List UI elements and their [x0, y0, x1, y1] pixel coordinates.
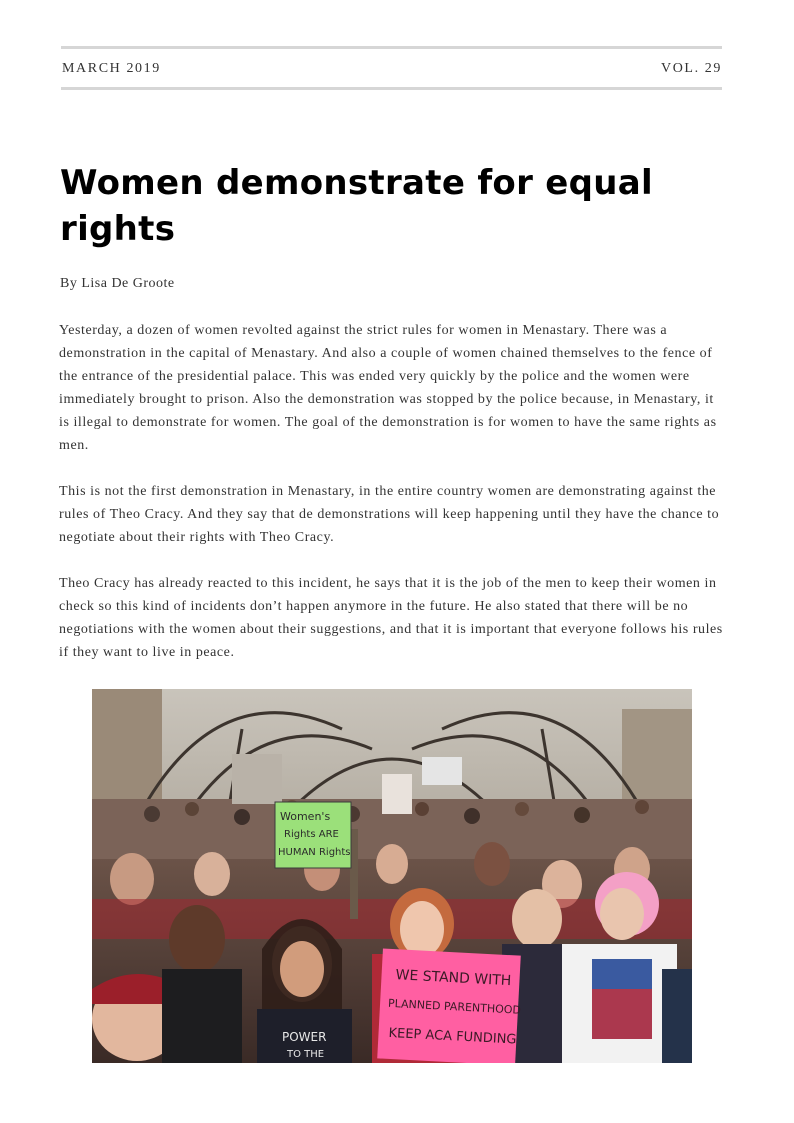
- shirt-line-2: TO THE: [287, 1049, 325, 1060]
- article-paragraph-1: Yesterday, a dozen of women revolted against the strict rules for women in Menastary. There was a demonstration in the capital of Menastary. And also a couple of women chained themselves to the fence of the entrance of the presidential palace. This was ended very quickly by the police and the women were immediately brought to prison. Also the demonstration was stopped by the police because, in Menastary, it is illegal to demonstrate for women. The goal of the demonstration is for women to have the same rights as men.: [59, 323, 717, 453]
- article-title: Women demonstrate for equal rights: [60, 163, 653, 249]
- distant-sign-3: [232, 754, 282, 804]
- demonstration-photo-illustration: [92, 689, 692, 1063]
- distant-sign-2: [422, 757, 462, 785]
- masthead: [62, 61, 722, 77]
- header-rule-top: [61, 46, 722, 49]
- sign-green-line-3: HUMAN Rights: [278, 847, 351, 858]
- shirt-line-1: POWER: [282, 1030, 327, 1044]
- distant-sign-1: [382, 774, 412, 814]
- issue-date: MARCH 2019: [62, 61, 161, 76]
- sign-pink-line-2: PLANNED PARENTHOOD: [387, 996, 522, 1017]
- article-photo: [92, 689, 692, 1063]
- article-paragraph-3: Theo Cracy has already reacted to this incident, he says that it is the job of the men to keep their women in check so this kind of incidents don’t happen anymore in the future. He also stated that there will be no negotiations with the women about their suggestions, and that it is important that everyone follows his rules if they want to live in peace.: [59, 576, 723, 660]
- sign-pink-line-1: WE STAND WITH: [395, 967, 512, 990]
- header-rule-bottom: [61, 87, 722, 90]
- sign-pink-line-3: KEEP ACA FUNDING: [388, 1025, 517, 1048]
- article-byline: By Lisa De Groote: [60, 276, 175, 291]
- issue-volume: VOL. 29: [661, 61, 722, 76]
- article-paragraph-2: This is not the first demonstration in Menastary, in the entire country women are demonstrating against the rules of Theo Cracy. And they say that de demonstrations will keep happening until they have the chance to negotiate about their rights with Theo Cracy.: [59, 484, 720, 545]
- sign-planned-parenthood: [377, 948, 521, 1063]
- sign-green-line-1: Women's: [280, 810, 331, 823]
- sign-green-line-2: Rights ARE: [284, 829, 339, 840]
